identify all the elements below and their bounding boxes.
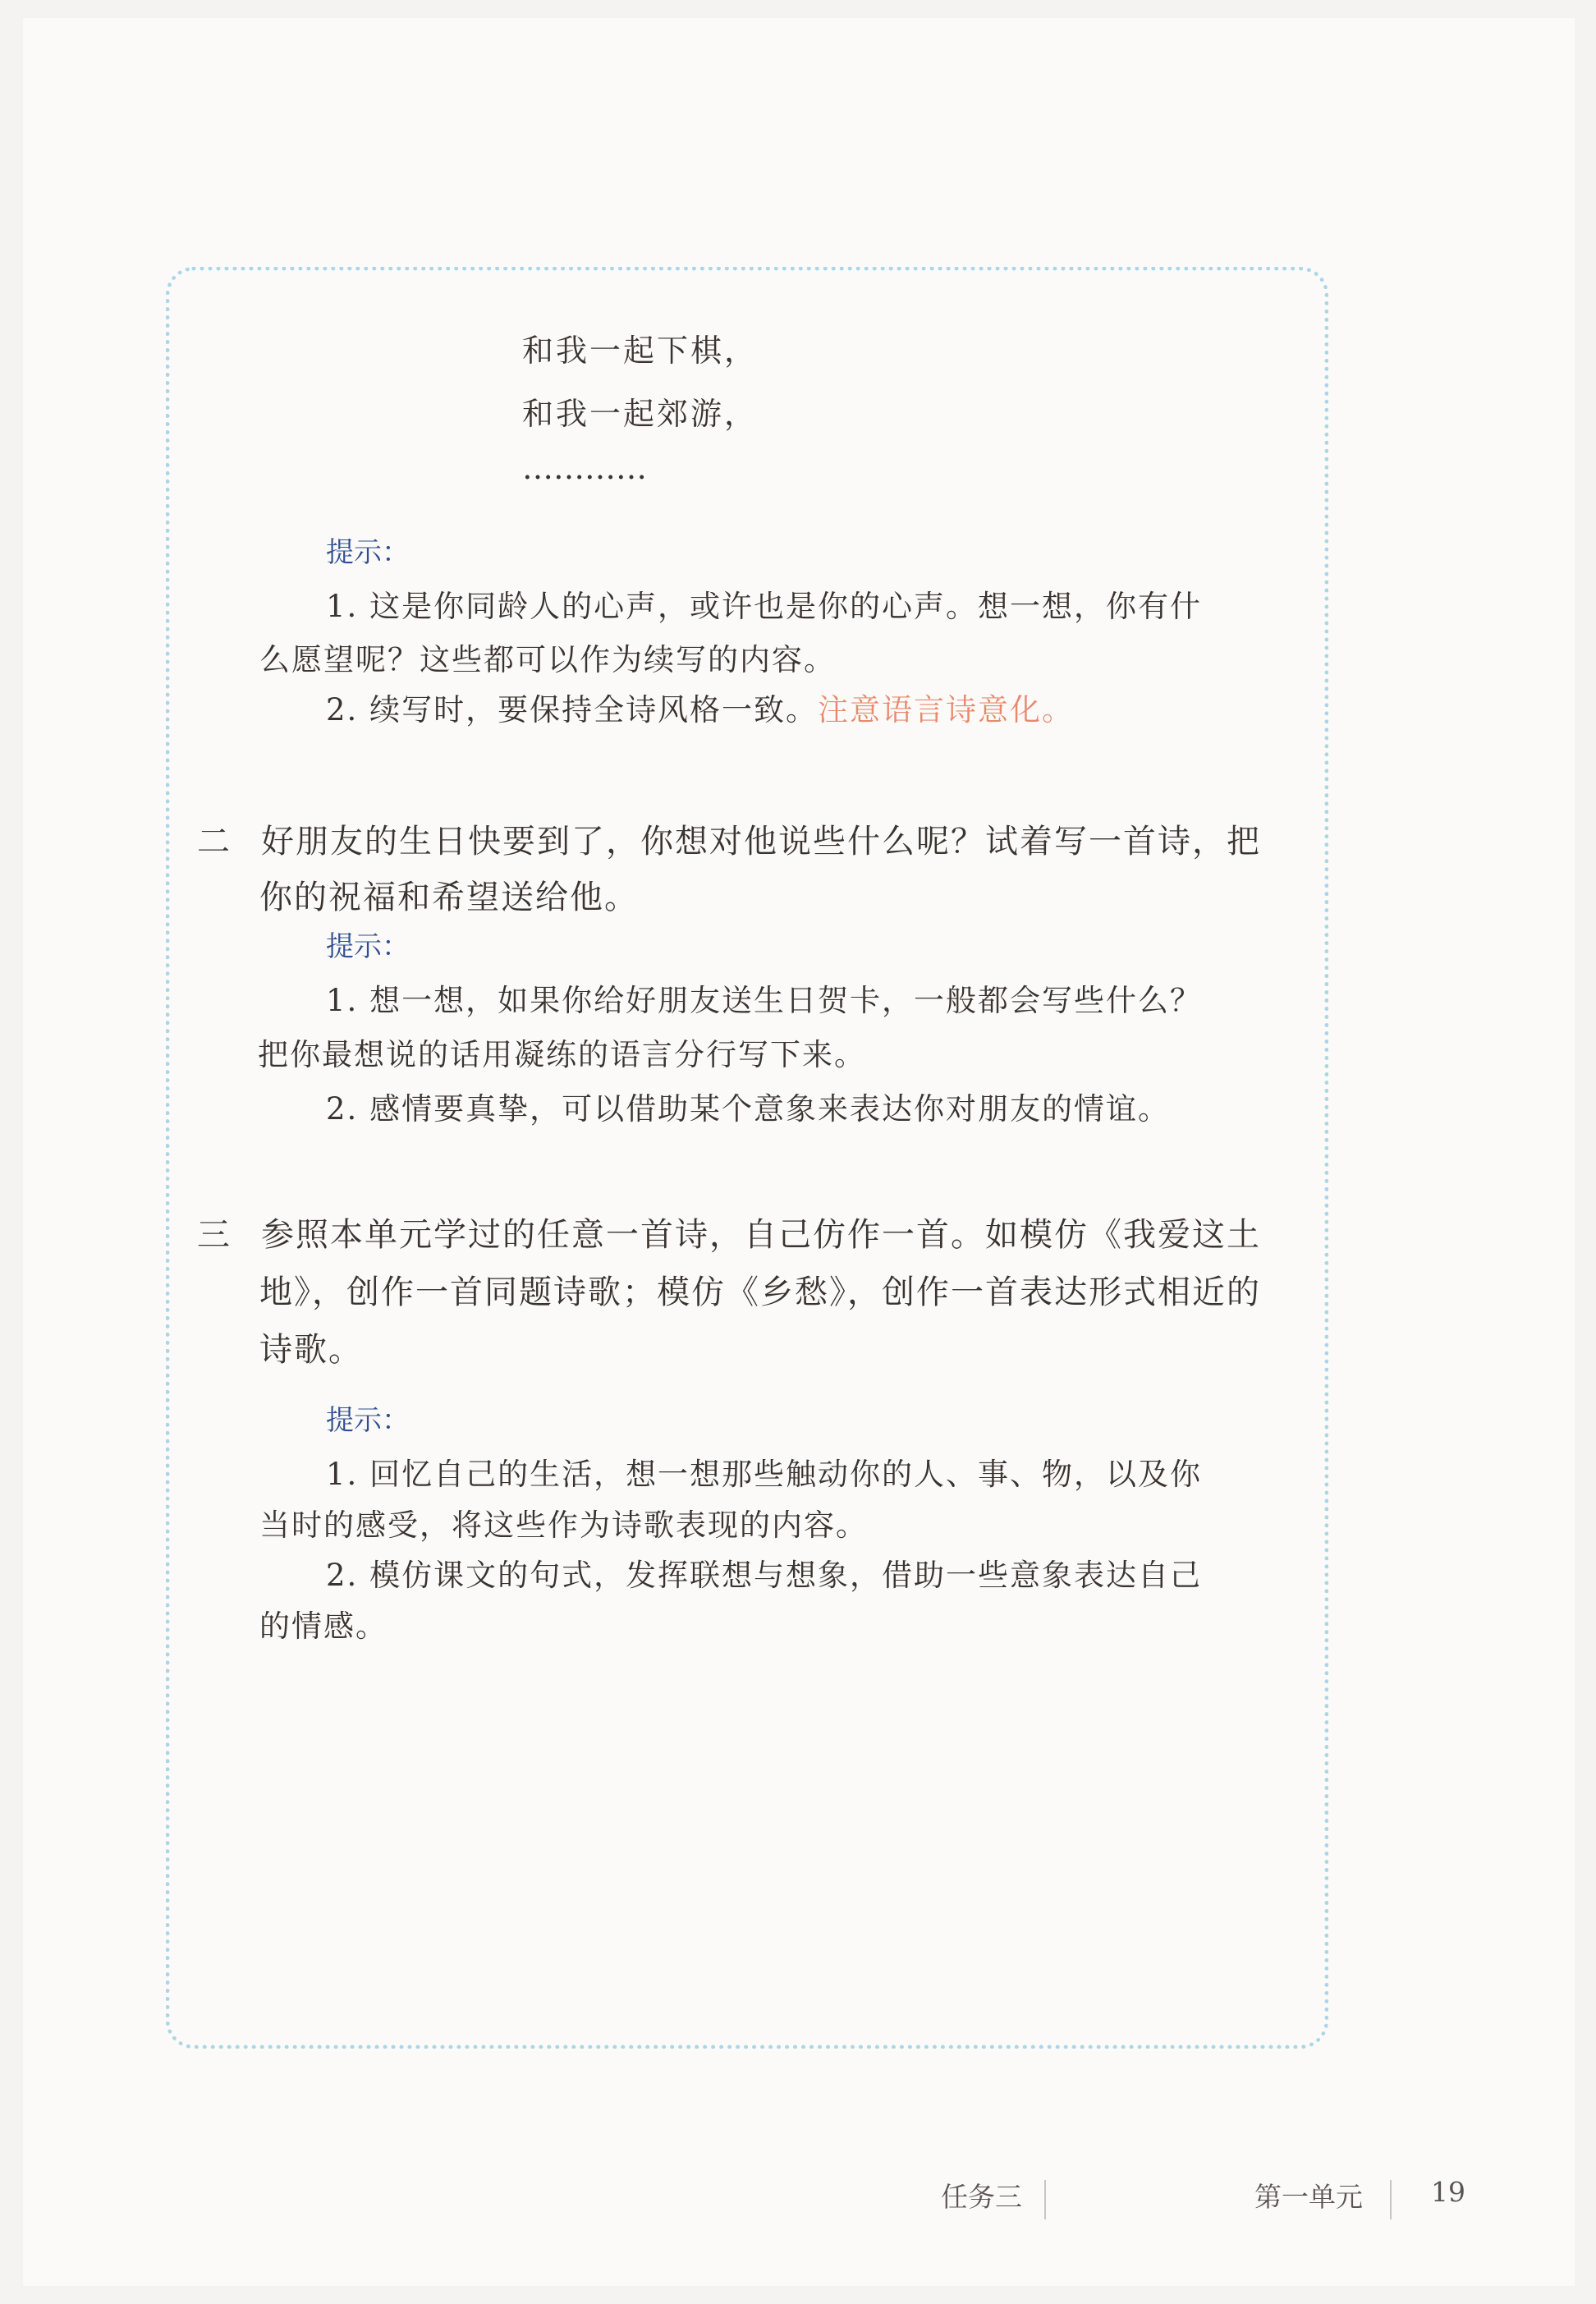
hint-label-1: 提示： [326,536,410,569]
section-3-number: 三 [197,1216,230,1254]
page-number: 19 [1431,2176,1465,2208]
footer-unit: 第一单元 [1254,2181,1363,2213]
s2-tip1-line1: 1. 想一想，如果你给好朋友送生日贺卡，一般都会写些什么？ [326,983,1203,1018]
s1-tip2-main: 2. 续写时，要保持全诗风格一致。 [326,692,819,727]
poem-ellipsis: ………… [522,450,647,486]
s3-tip1-line1: 1. 回忆自己的生活，想一想那些触动你的人、事、物，以及你 [326,1457,1203,1492]
s2-question-line1: 好朋友的生日快要到了，你想对他说些什么呢？试着写一首诗，把 [261,823,1261,861]
section-2-number: 二 [197,823,230,861]
s2-tip1-line2: 把你最想说的话用凝练的语言分行写下来。 [258,1037,866,1072]
s3-question-line3: 诗歌。 [259,1331,363,1369]
s3-tip1-line2: 当时的感受，将这些作为诗歌表现的内容。 [259,1508,868,1543]
s2-question-line2: 你的祝福和希望送给他。 [259,879,639,916]
footer-task: 任务三 [941,2181,1022,2213]
s3-tip2-line2: 的情感。 [259,1609,388,1644]
s3-question-line1: 参照本单元学过的任意一首诗，自己仿作一首。如模仿《我爱这土 [261,1216,1261,1254]
poem-line-1: 和我一起下棋， [522,333,759,369]
poem-line-2: 和我一起郊游， [522,396,759,432]
s3-tip2-line1: 2. 模仿课文的句式，发挥联想与想象，借助一些意象表达自己 [326,1558,1203,1593]
s3-question-line2: 地》，创作一首同题诗歌；模仿《乡愁》，创作一首表达形式相近的 [259,1274,1261,1311]
s1-tip2 [326,685,1074,729]
footer-divider-2 [1390,2180,1392,2219]
s2-tip2: 2. 感情要真挚，可以借助某个意象来表达你对朋友的情谊。 [326,1091,1171,1127]
s1-tip1-line2: 么愿望呢？这些都可以作为续写的内容。 [259,642,836,677]
hint-label-3: 提示： [326,1404,410,1437]
s1-tip1-line1: 1. 这是你同龄人的心声，或许也是你的心声。想一想，你有什 [326,589,1203,624]
s1-tip2-accent: 注意语言诗意化。 [818,692,1075,727]
footer-divider-1 [1044,2180,1046,2219]
hint-label-2: 提示： [326,930,410,963]
